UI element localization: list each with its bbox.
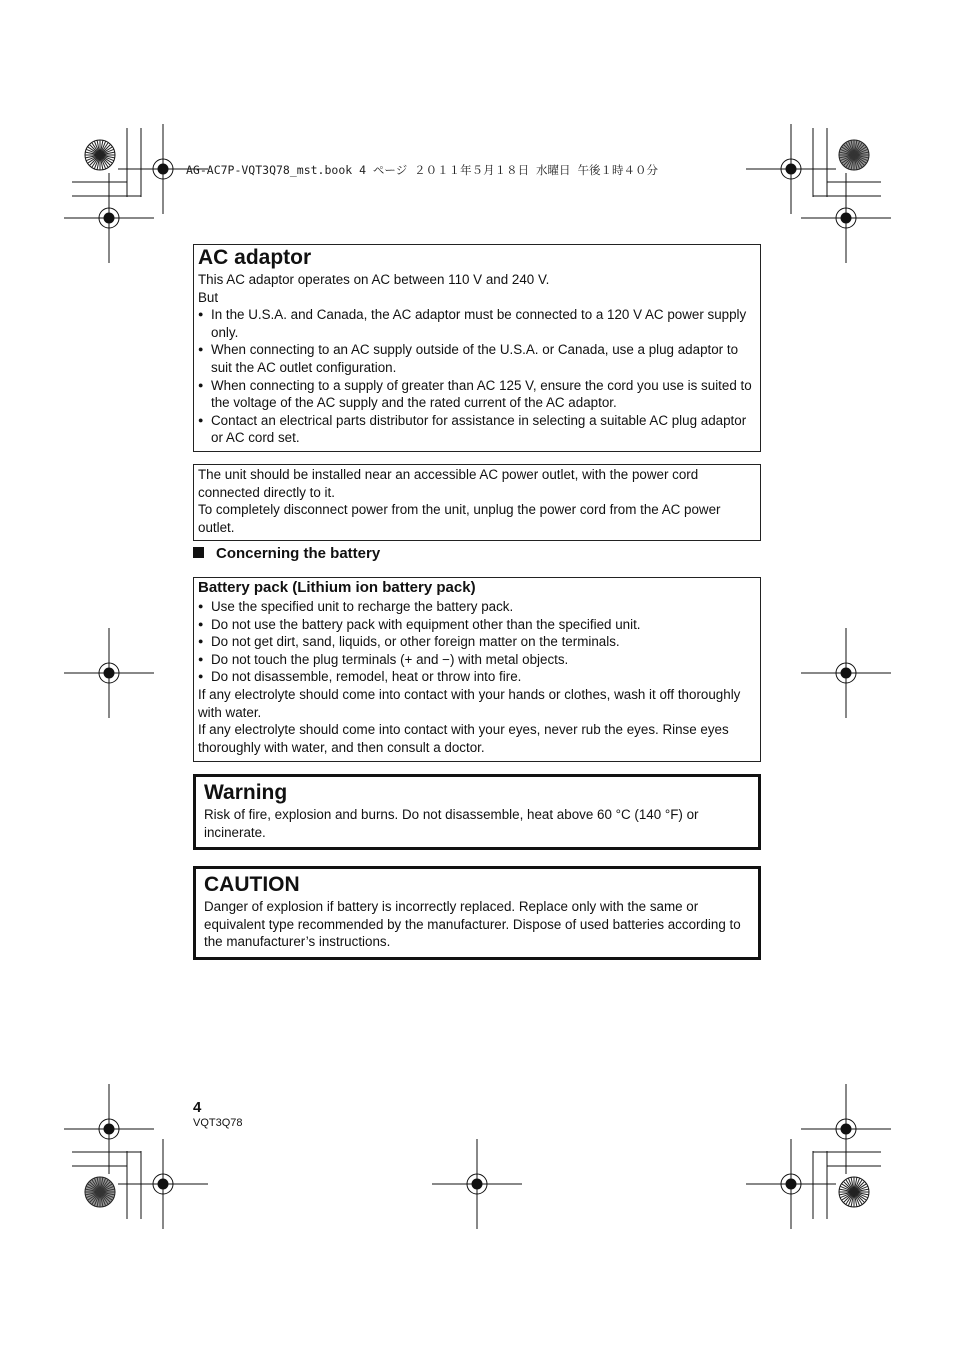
list-item: ● In the U.S.A. and Canada, the AC adaptor must be connected to a 120 V AC power supply only.: [198, 306, 756, 341]
list-item: ● Do not touch the plug terminals (+ and −) with metal objects.: [198, 651, 756, 669]
battery-section-heading: [193, 545, 380, 562]
battery-pack-title: Battery pack (Lithium ion battery pack): [198, 579, 476, 596]
install-notice-box: [193, 464, 761, 541]
install-notice-line2: To completely disconnect power from the unit, unplug the power cord from the AC power outlet.: [198, 502, 721, 535]
battery-list: [198, 598, 756, 686]
ac-adaptor-box: [193, 244, 761, 452]
warning-title: Warning: [204, 781, 288, 804]
list-item: ● Do not disassemble, remodel, heat or throw into fire.: [198, 668, 756, 686]
list-item: ● Do not get dirt, sand, liquids, or other foreign matter on the terminals.: [198, 633, 756, 651]
install-notice-line1: The unit should be installed near an accessible AC power outlet, with the power cord connected directly to it.: [198, 467, 699, 500]
battery-pack-box: [193, 577, 761, 762]
doc-code: VQT3Q78: [193, 1117, 243, 1129]
list-item: ● When connecting to a supply of greater than AC 125 V, ensure the cord you use is suited to the voltage of the AC supply and the rated current of the AC adaptor.: [198, 377, 756, 412]
ac-adaptor-list: [198, 306, 756, 447]
battery-heading-text: Concerning the battery: [216, 545, 381, 562]
caution-title: CAUTION: [204, 873, 300, 896]
list-item: ● Use the specified unit to recharge the battery pack.: [198, 598, 756, 616]
ac-adaptor-title: AC adaptor: [198, 246, 312, 269]
list-item: ● Do not use the battery pack with equipment other than the specified unit.: [198, 616, 756, 634]
battery-note-eyes: If any electrolyte should come into contact with your eyes, never rub the eyes. Rinse eyes thoroughly with water, and then consult a doctor.: [198, 722, 729, 755]
print-header: AG-AC7P-VQT3Q78_mst.book 4 ページ ２０１１年５月１８日 水曜日 午後１時４０分: [186, 163, 658, 177]
list-item: ● Contact an electrical parts distributor for assistance in selecting a suitable AC plug adaptor or AC cord set.: [198, 412, 756, 447]
battery-note-hands: If any electrolyte should come into contact with your hands or clothes, wash it off thoroughly with water.: [198, 686, 741, 720]
warning-box: [193, 774, 761, 850]
square-bullet-icon: [193, 547, 204, 558]
warning-text: Risk of fire, explosion and burns. Do not disassemble, heat above 60 °C (140 °F) or incinerate.: [204, 807, 699, 840]
page-number: 4: [193, 1099, 202, 1116]
caution-text: Danger of explosion if battery is incorrectly replaced. Replace only with the same or equivalent type recommended by the manufacturer. Dispose of used batteries according to the manufacturer’s instructions.: [204, 899, 741, 950]
caution-box: [193, 866, 761, 960]
list-item: ● When connecting to an AC supply outside of the U.S.A. or Canada, use a plug adaptor to suit the AC outlet configuration.: [198, 341, 756, 376]
ac-adaptor-intro: This AC adaptor operates on AC between 110 V and 240 V.: [198, 272, 550, 287]
ac-adaptor-but: But: [198, 289, 219, 305]
